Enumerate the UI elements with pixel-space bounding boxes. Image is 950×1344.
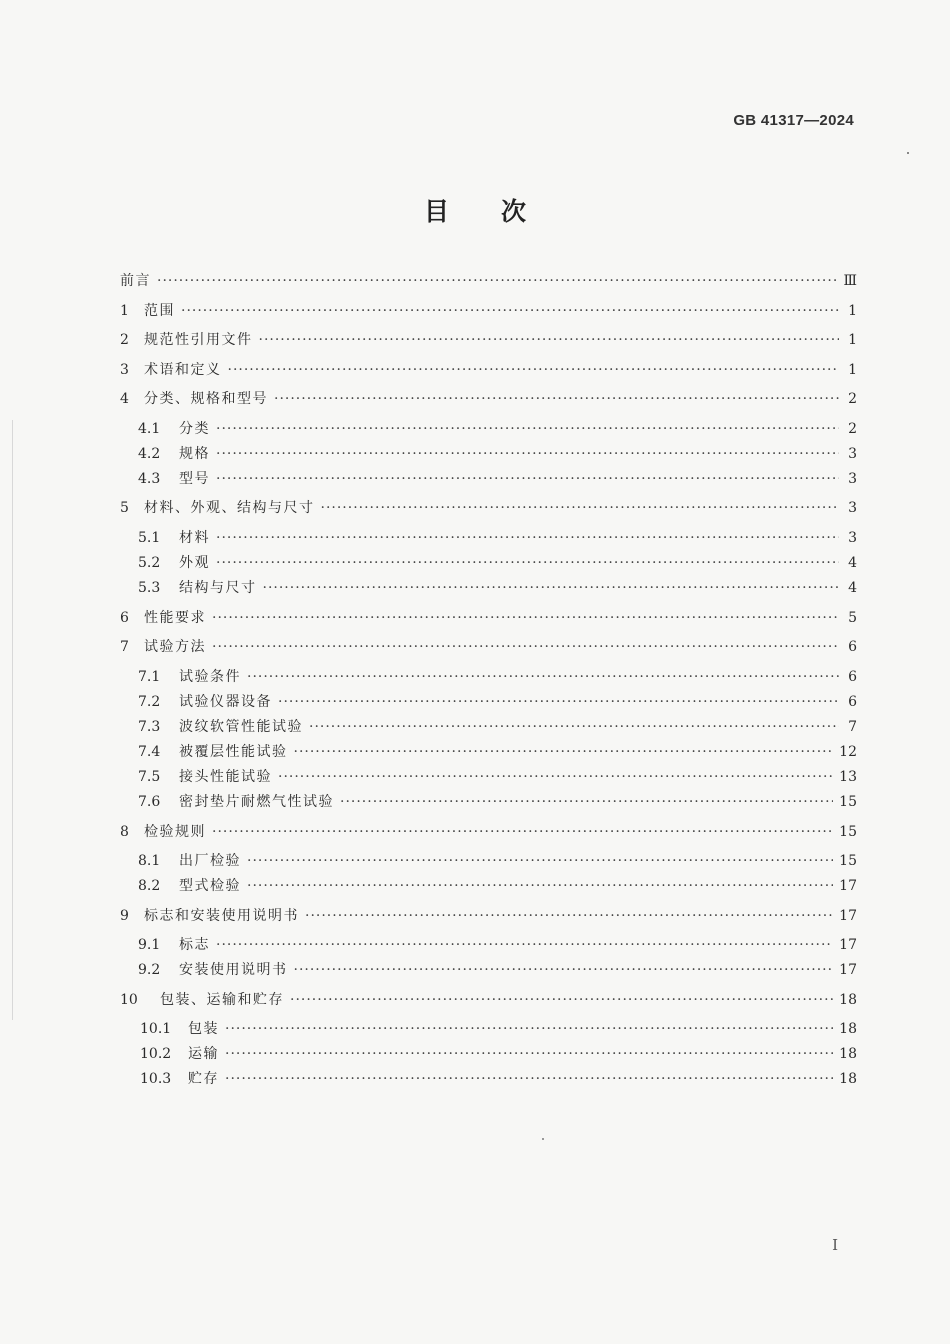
toc-page: 4: [848, 580, 857, 596]
toc-page: 3: [848, 500, 857, 516]
toc-page: 18: [839, 992, 857, 1008]
toc-subentry[interactable]: [138, 766, 857, 786]
toc-label: 型号: [179, 471, 210, 487]
toc-page: 15: [839, 794, 857, 810]
toc-subentry[interactable]: [138, 666, 857, 686]
toc-number: 7: [120, 639, 129, 655]
toc-page: 17: [839, 962, 857, 978]
toc-label: 检验规则: [144, 824, 206, 840]
toc-subentry[interactable]: [138, 691, 857, 711]
toc-subentry[interactable]: [138, 959, 857, 979]
toc-label: 被覆层性能试验: [179, 744, 288, 760]
toc-subentry[interactable]: [138, 741, 857, 761]
toc-subentry[interactable]: [138, 934, 857, 954]
toc-number: 7.3: [138, 719, 161, 735]
toc-subentry[interactable]: [138, 552, 857, 572]
toc-number: 10.2: [140, 1046, 172, 1062]
toc-page: 18: [839, 1046, 857, 1062]
toc-subentry[interactable]: [140, 1068, 857, 1088]
toc-subentry[interactable]: [138, 527, 857, 547]
toc-number: 1: [120, 303, 129, 319]
toc-entry[interactable]: [120, 359, 857, 379]
toc-label: 分类: [179, 421, 210, 437]
toc-label: 接头性能试验: [179, 769, 272, 785]
toc-entry[interactable]: [120, 300, 857, 320]
toc-number: 7.6: [138, 794, 161, 810]
toc-subentry[interactable]: [138, 443, 857, 463]
toc-page: 1: [848, 362, 857, 378]
toc-entry[interactable]: [120, 497, 857, 517]
toc-label: 试验条件: [179, 669, 241, 685]
toc-number: 5.1: [138, 530, 161, 546]
standard-code: GB 41317—2024: [733, 112, 854, 129]
toc-number: 8.2: [138, 878, 161, 894]
toc-label: 规范性引用文件: [144, 332, 253, 348]
toc-number: 5.3: [138, 580, 161, 596]
toc-entry[interactable]: [120, 905, 857, 925]
toc-page: 5: [848, 610, 857, 626]
toc-page: 7: [848, 719, 857, 735]
toc-number: 9.2: [138, 962, 161, 978]
toc-number: 3: [120, 362, 129, 378]
toc-label: 标志: [179, 937, 210, 953]
toc-label: 规格: [179, 446, 210, 462]
toc-label: 材料、外观、结构与尺寸: [144, 500, 315, 516]
toc-label: 标志和安装使用说明书: [144, 908, 299, 924]
toc-page: 15: [839, 853, 857, 869]
toc-entry[interactable]: [120, 607, 857, 627]
toc-number: 10.3: [140, 1071, 172, 1087]
toc-label: 术语和定义: [144, 362, 222, 378]
toc-page: 18: [839, 1021, 857, 1037]
toc-page: 1: [848, 303, 857, 319]
toc-number: 6: [120, 610, 129, 626]
toc-number: 7.2: [138, 694, 161, 710]
toc-subentry[interactable]: [138, 716, 857, 736]
toc-number: 8: [120, 824, 129, 840]
scan-artifact: [12, 420, 13, 1020]
toc-number: 5.2: [138, 555, 161, 571]
toc-page: 3: [848, 446, 857, 462]
toc-subentry[interactable]: [138, 791, 857, 811]
toc-number: 4.1: [138, 421, 161, 437]
toc-entry[interactable]: [120, 821, 857, 841]
toc-label: 试验仪器设备: [179, 694, 272, 710]
toc-subentry[interactable]: [140, 1043, 857, 1063]
toc-page: 17: [839, 878, 857, 894]
toc-label: 型式检验: [179, 878, 241, 894]
toc-number: 8.1: [138, 853, 161, 869]
toc-number: 4: [120, 391, 129, 407]
toc-subentry[interactable]: [138, 875, 857, 895]
toc-page: 12: [839, 744, 857, 760]
toc-subentry[interactable]: [140, 1018, 857, 1038]
toc-number: 2: [120, 332, 129, 348]
toc-page: 4: [848, 555, 857, 571]
page-number: I: [832, 1236, 838, 1254]
toc-number: 7.1: [138, 669, 161, 685]
toc-page: 2: [848, 391, 857, 407]
toc-number: 7.5: [138, 769, 161, 785]
toc-label: 范围: [144, 303, 175, 319]
toc-label: 安装使用说明书: [179, 962, 288, 978]
toc-label: 包装: [188, 1021, 219, 1037]
toc-page: 13: [839, 769, 857, 785]
toc-page: Ⅲ: [843, 273, 857, 289]
toc-page: 6: [848, 694, 857, 710]
toc-entry[interactable]: [120, 388, 857, 408]
toc-page: 17: [839, 908, 857, 924]
toc-label: 分类、规格和型号: [144, 391, 268, 407]
toc-number: 5: [120, 500, 129, 516]
toc-number: 7.4: [138, 744, 161, 760]
toc-page: 18: [839, 1071, 857, 1087]
toc-label: 包装、运输和贮存: [160, 992, 284, 1008]
toc-entry-foreword[interactable]: [120, 270, 857, 290]
toc-subentry[interactable]: [138, 850, 857, 870]
toc-entry[interactable]: [120, 329, 857, 349]
toc-page: 3: [848, 530, 857, 546]
toc-number: 10: [120, 992, 138, 1008]
toc-label: 运输: [188, 1046, 219, 1062]
scan-artifact: [542, 1138, 544, 1140]
toc-number: 10.1: [140, 1021, 172, 1037]
toc-label: 出厂检验: [179, 853, 241, 869]
toc-page: 2: [848, 421, 857, 437]
toc-subentry[interactable]: [138, 577, 857, 597]
toc-label: 贮存: [188, 1071, 219, 1087]
toc-number: 9.1: [138, 937, 161, 953]
toc-label: 密封垫片耐燃气性试验: [179, 794, 334, 810]
toc-entry[interactable]: [120, 989, 857, 1009]
toc-subentry[interactable]: [138, 418, 857, 438]
toc-label: 性能要求: [144, 610, 206, 626]
toc-number: 4.3: [138, 471, 161, 487]
toc-label: 结构与尺寸: [179, 580, 257, 596]
toc-entry[interactable]: [120, 636, 857, 656]
toc-page: 3: [848, 471, 857, 487]
toc-page: 1: [848, 332, 857, 348]
toc-number: 4.2: [138, 446, 161, 462]
toc-subentry[interactable]: [138, 468, 857, 488]
toc-page: 15: [839, 824, 857, 840]
page-title: 目次: [423, 197, 578, 226]
toc-page: 6: [848, 669, 857, 685]
toc-label: 波纹软管性能试验: [179, 719, 303, 735]
toc-label: 外观: [179, 555, 210, 571]
scan-artifact: [907, 152, 909, 154]
toc-label: 试验方法: [144, 639, 206, 655]
toc-number: 9: [120, 908, 129, 924]
toc-page: 17: [839, 937, 857, 953]
toc-label: 材料: [179, 530, 210, 546]
toc-label: 前言: [120, 273, 151, 289]
toc-page: 6: [848, 639, 857, 655]
